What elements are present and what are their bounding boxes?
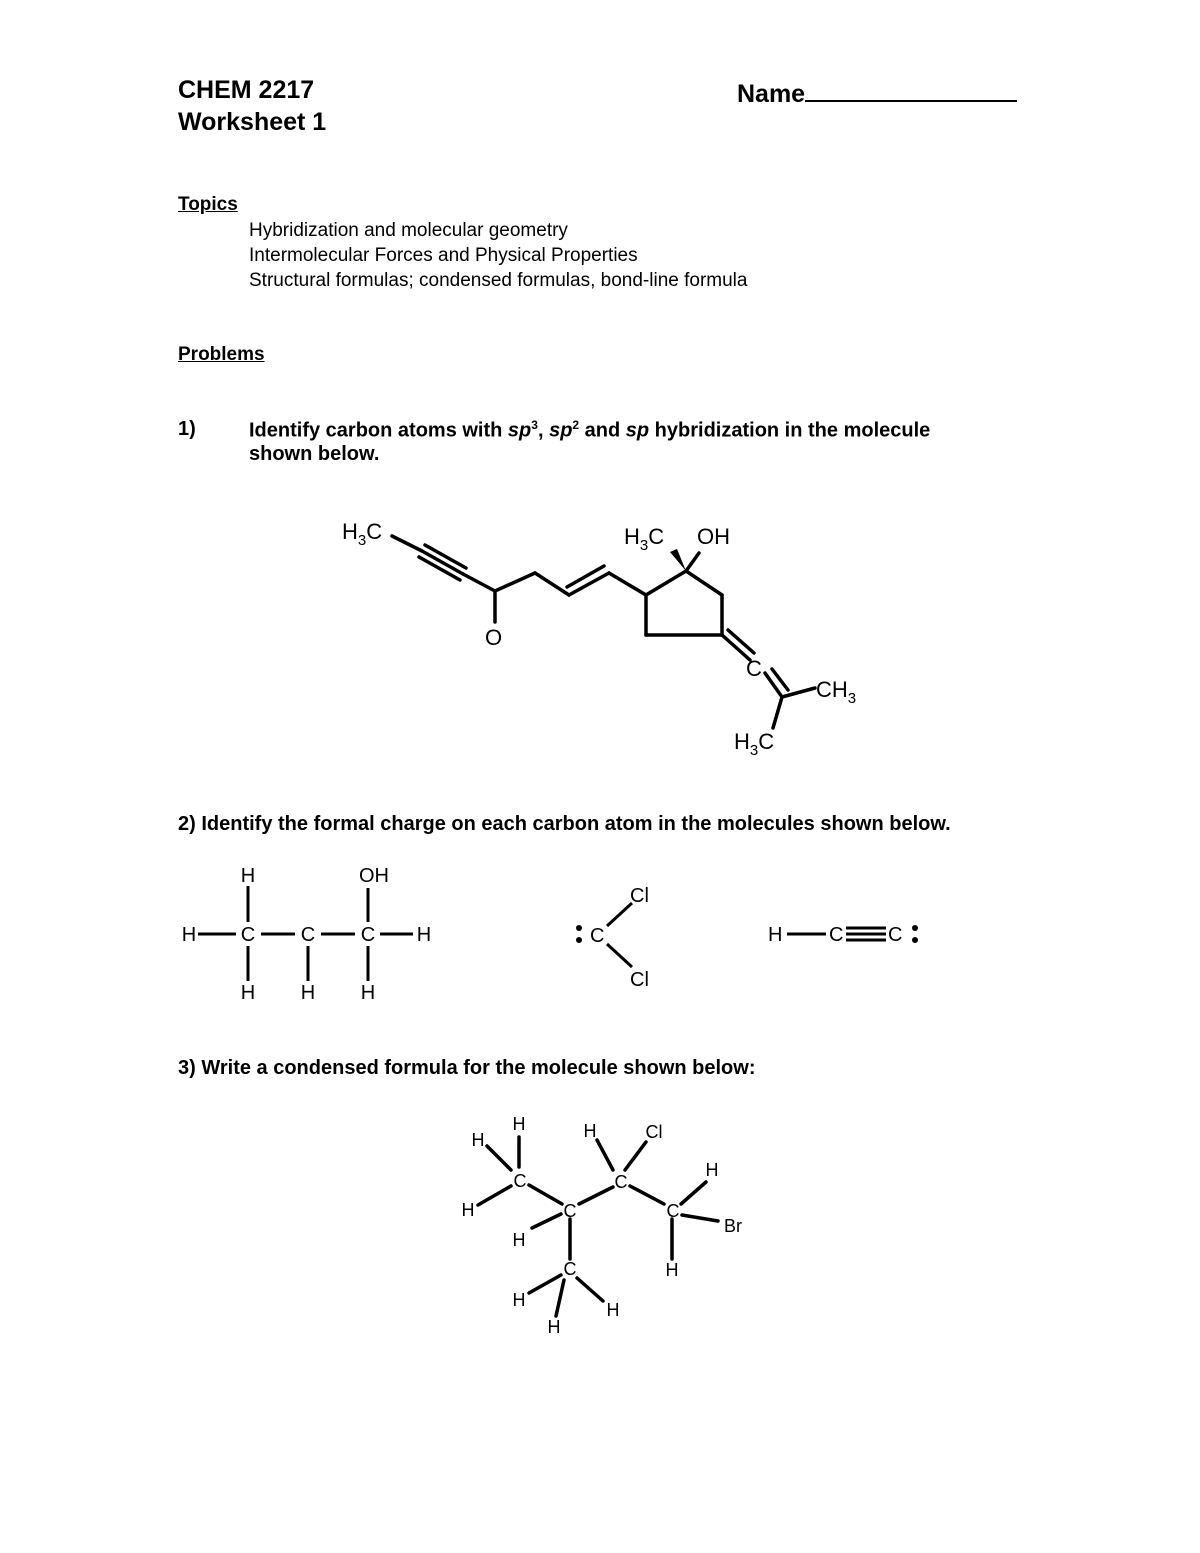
atom-oh: OH <box>359 865 389 887</box>
atom-c: C <box>888 924 903 946</box>
label-oh: OH <box>697 524 730 549</box>
problem-1-text-line2: shown below. <box>249 443 380 465</box>
atom-c: C <box>563 1259 577 1279</box>
atom-h: H <box>240 865 256 887</box>
atom-br: Br <box>724 1216 742 1236</box>
stereo-wedge <box>670 549 686 571</box>
atom-h: H <box>547 1317 561 1337</box>
atom-h: H <box>665 1260 679 1280</box>
p1-text-a: Identify carbon atoms with <box>249 419 508 442</box>
label-h3c-top: $H_3C$ <box>624 524 665 554</box>
atom-h: H <box>512 1230 526 1250</box>
molecule-2b-labels <box>590 885 649 991</box>
atom-h: H <box>461 1200 475 1220</box>
atom-h: H <box>471 1130 485 1150</box>
atom-h: H <box>583 1121 597 1141</box>
molecule-1-skeleton <box>392 536 815 728</box>
atom-h: H <box>606 1300 620 1320</box>
problem-1-number: 1) <box>178 418 196 440</box>
atom-h: H <box>416 924 432 946</box>
topic-item: Structural formulas; condensed formulas, bond-line formula <box>249 270 748 291</box>
atom-c: C <box>300 924 316 946</box>
p1-sp3: sp <box>507 419 532 442</box>
atom-h: H <box>512 1290 526 1310</box>
p1-sp2: sp <box>549 419 573 442</box>
p1-text-b: hybridization in the molecule <box>649 419 931 442</box>
label-o: O <box>485 625 503 650</box>
worksheet-title: Worksheet 1 <box>178 108 327 136</box>
lone-pair-dot <box>912 937 918 943</box>
lone-pair-dot <box>576 937 582 943</box>
atom-c: C <box>563 1201 577 1221</box>
atom-h: H <box>512 1114 526 1134</box>
p1-comma: , <box>537 419 550 442</box>
label-h3c-left: $H_3C$ <box>342 519 383 549</box>
atom-cl: Cl <box>630 969 649 991</box>
label-h3c-bottom: $H_3C$ <box>734 729 775 759</box>
course-title: CHEM 2217 <box>178 76 315 104</box>
label-allene-c: C <box>746 656 762 681</box>
atom-c: C <box>360 924 376 946</box>
atom-h: H <box>768 924 783 946</box>
atom-cl: Cl <box>630 885 649 907</box>
p1-and: and <box>579 419 626 442</box>
atom-c: C <box>513 1171 527 1191</box>
name-label: Name <box>737 80 806 108</box>
lone-pair-dot <box>576 925 582 931</box>
topic-item: Hybridization and molecular geometry <box>249 220 568 241</box>
atom-c: C <box>614 1172 628 1192</box>
atom-h: H <box>360 982 376 1004</box>
p1-sup2: 2 <box>572 418 580 432</box>
molecule-1-labels <box>342 519 856 759</box>
atom-c: C <box>240 924 256 946</box>
atom-h: H <box>300 982 316 1004</box>
molecule-2b-bonds <box>607 903 632 967</box>
problem-3-text: 3) Write a condensed formula for the molecule shown below: <box>178 1057 756 1079</box>
p1-sup3: 3 <box>531 418 538 432</box>
problems-heading: Problems <box>178 344 265 365</box>
atom-h: H <box>240 982 256 1004</box>
atom-c: C <box>590 925 605 947</box>
atom-cl: Cl <box>645 1122 663 1142</box>
topics-heading: Topics <box>178 194 238 215</box>
atom-h: H <box>181 924 197 946</box>
problem-2-text: 2) Identify the formal charge on each carbon atom in the molecules shown below. <box>178 813 951 835</box>
lone-pair-dot <box>912 925 918 931</box>
atom-h: H <box>705 1160 719 1180</box>
atom-c: C <box>829 924 844 946</box>
label-ch3: $CH_3$ <box>816 677 857 707</box>
atom-c: C <box>666 1201 680 1221</box>
topic-item: Intermolecular Forces and Physical Properties <box>249 245 638 266</box>
p1-sp: sp <box>625 419 650 442</box>
